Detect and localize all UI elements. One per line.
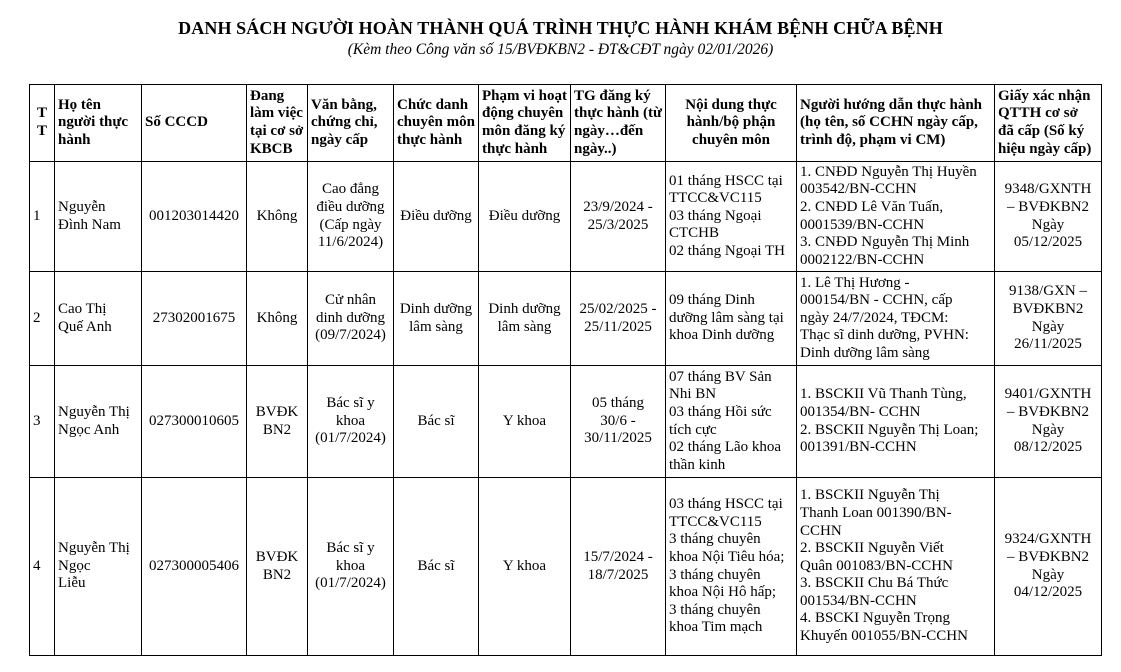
cell-workplace: Không <box>247 272 308 366</box>
cell-cccd: 001203014420 <box>142 162 247 272</box>
cell-title: Điều dưỡng <box>394 162 479 272</box>
cell-content: 03 tháng HSCC tại TTCC&VC115 3 tháng chuyên khoa Nội Tiêu hóa; 3 tháng chuyên khoa Nội Hô hấp; 3 tháng chuyên khoa Tim mạch <box>666 478 797 656</box>
header-mentor: Người hướng dẫn thực hành (họ tên, số CCHN ngày cấp, trình độ, phạm vi CM) <box>797 85 995 162</box>
document-title: DANH SÁCH NGƯỜI HOÀN THÀNH QUÁ TRÌNH THỰC HÀNH KHÁM BỆNH CHỮA BỆNH <box>178 18 943 38</box>
table-row <box>30 478 1102 656</box>
cell-name: Nguyễn Thị Ngọc Anh <box>55 366 142 478</box>
header-title: Chức danh chuyên môn thực hành <box>394 85 479 162</box>
header-certificate: Giấy xác nhận QTTH cơ sở đã cấp (Số ký hiệu ngày cấp) <box>995 85 1102 162</box>
table-row <box>30 162 1102 272</box>
cell-mentor: 1. BSCKII Vũ Thanh Tùng, 001354/BN- CCHN 2. BSCKII Nguyễn Thị Loan; 001391/BN-CCHN <box>797 366 995 478</box>
header-name: Họ tên người thực hành <box>55 85 142 162</box>
header-scope: Phạm vi hoạt động chuyên môn đăng ký thực hành <box>479 85 571 162</box>
cell-period: 25/02/2025 - 25/11/2025 <box>571 272 666 366</box>
document-subtitle: (Kèm theo Công văn số 15/BVĐKBN2 - ĐT&CĐT ngày 02/01/2026) <box>347 41 774 58</box>
cell-cccd: 027300005406 <box>142 478 247 656</box>
cell-tt: 4 <box>30 478 55 656</box>
cell-workplace: BVĐK BN2 <box>247 366 308 478</box>
cell-name: Nguyễn Thị Ngọc Liễu <box>55 478 142 656</box>
cell-workplace: BVĐK BN2 <box>247 478 308 656</box>
header-period: TG đăng ký thực hành (từ ngày…đến ngày..) <box>571 85 666 162</box>
cell-name: Nguyễn Đình Nam <box>55 162 142 272</box>
cell-content: 09 tháng Dinh dưỡng lâm sàng tại khoa Dinh dưỡng <box>666 272 797 366</box>
cell-certificate: 9138/GXN – BVĐKBN2 Ngày 26/11/2025 <box>995 272 1102 366</box>
cell-scope: Y khoa <box>479 366 571 478</box>
header-cccd: Số CCCD <box>142 85 247 162</box>
cell-period: 15/7/2024 - 18/7/2025 <box>571 478 666 656</box>
cell-degree: Bác sĩ y khoa (01/7/2024) <box>308 366 394 478</box>
cell-mentor: 1. BSCKII Nguyễn Thị Thanh Loan 001390/BN- CCHN 2. BSCKII Nguyễn Viết Quân 001083/BN-CCHN 3. BSCKII Chu Bá Thức 001534/BN-CCHN 4. BSCKI Nguyễn Trọng Khuyến 001055/BN-CCHN <box>797 478 995 656</box>
cell-mentor: 1. Lê Thị Hương - 000154/BN - CCHN, cấp ngày 24/7/2024, TĐCM: Thạc sĩ dinh dưỡng, PVHN: Dinh dưỡng lâm sàng <box>797 272 995 366</box>
cell-title: Dinh dưỡng lâm sàng <box>394 272 479 366</box>
practitioner-table <box>29 84 1102 656</box>
header-content: Nội dung thực hành/bộ phận chuyên môn <box>666 85 797 162</box>
cell-scope: Y khoa <box>479 478 571 656</box>
cell-mentor: 1. CNĐD Nguyễn Thị Huyền 003542/BN-CCHN 2. CNĐD Lê Văn Tuấn, 0001539/BN-CCHN 3. CNĐD Nguyễn Thị Minh 0002122/BN-CCHN <box>797 162 995 272</box>
table-row <box>30 366 1102 478</box>
cell-scope: Dinh dưỡng lâm sàng <box>479 272 571 366</box>
table-row <box>30 272 1102 366</box>
cell-scope: Điều dưỡng <box>479 162 571 272</box>
cell-degree: Bác sĩ y khoa (01/7/2024) <box>308 478 394 656</box>
cell-tt: 2 <box>30 272 55 366</box>
cell-workplace: Không <box>247 162 308 272</box>
header-tt: TT <box>30 85 55 162</box>
header-degree: Văn bằng, chứng chỉ, ngày cấp <box>308 85 394 162</box>
cell-degree: Cử nhân dinh dưỡng (09/7/2024) <box>308 272 394 366</box>
cell-certificate: 9348/GXNTH – BVĐKBN2 Ngày 05/12/2025 <box>995 162 1102 272</box>
cell-title: Bác sĩ <box>394 478 479 656</box>
cell-title: Bác sĩ <box>394 366 479 478</box>
header-row <box>30 85 1102 162</box>
cell-content: 07 tháng BV Sản Nhi BN 03 tháng Hồi sức tích cực 02 tháng Lão khoa thần kinh <box>666 366 797 478</box>
cell-tt: 3 <box>30 366 55 478</box>
cell-cccd: 027300010605 <box>142 366 247 478</box>
cell-content: 01 tháng HSCC tại TTCC&VC115 03 tháng Ngoại CTCHB 02 tháng Ngoại TH <box>666 162 797 272</box>
cell-period: 05 tháng 30/6 - 30/11/2025 <box>571 366 666 478</box>
cell-certificate: 9324/GXNTH – BVĐKBN2 Ngày 04/12/2025 <box>995 478 1102 656</box>
cell-tt: 1 <box>30 162 55 272</box>
cell-degree: Cao đẳng điều dưỡng (Cấp ngày 11/6/2024) <box>308 162 394 272</box>
header-workplace: Đang làm việc tại cơ sở KBCB <box>247 85 308 162</box>
cell-period: 23/9/2024 - 25/3/2025 <box>571 162 666 272</box>
cell-cccd: 27302001675 <box>142 272 247 366</box>
cell-certificate: 9401/GXNTH – BVĐKBN2 Ngày 08/12/2025 <box>995 366 1102 478</box>
cell-name: Cao Thị Quế Anh <box>55 272 142 366</box>
